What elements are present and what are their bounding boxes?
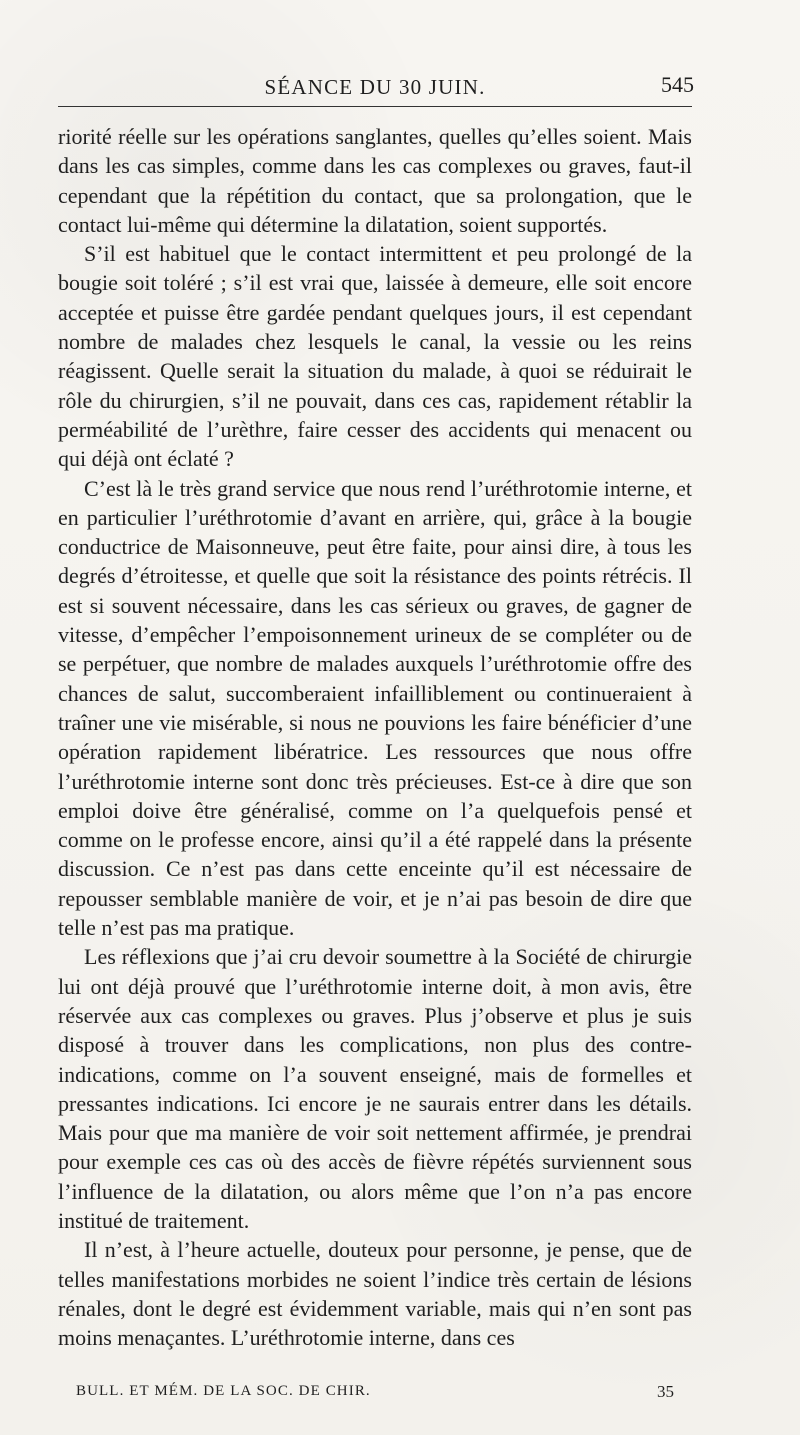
- paragraph-1: riorité réelle sur les opérations sanglantes, quelles qu’elles soient. Mais dans les cas simples, comme dans les cas complexes ou graves, faut-il cependant que la répétition du contact, que sa prolongation, que le contact lui-même qui détermine la dilatation, soient supportés.: [58, 124, 692, 237]
- running-head: SÉANCE DU 30 JUIN.: [264, 75, 486, 99]
- body-text: [58, 122, 692, 1352]
- header-rule: [58, 106, 692, 107]
- paragraph-5: Il n’est, à l’heure actuelle, douteux pour personne, je pense, que de telles manifestations morbides ne soient l’indice très certain de lésions rénales, dont le degré est évidemment variable, mais qui n’en sont pas moins menaçantes. L’uréthrotomie interne, dans ces: [58, 1237, 692, 1351]
- page-number: 545: [661, 72, 694, 97]
- paragraph-3: C’est là le très grand service que nous rend l’uréthrotomie interne, et en particulier l’uréthrotomie d’avant en arrière, qui, grâce à la bougie conductrice de Maisonneuve, peut être faite, pour ainsi dire, à tous les degrés d’étroitesse, et quelle que soit la résistance des points rétrécis. Il est si souvent nécessaire, dans les cas sérieux ou graves, de gagner de vitesse, d’empêcher l’empoisonnement urineux de se compléter ou de se perpétuer, que nombre de malades auxquels l’uréthrotomie offre des chances de salut, succomberaient infailliblement ou continueraient à traîner une vie misérable, si nous ne pouvions les faire bénéficier d’une opération rapidement libératrice. Les ressources que nous offre l’uréthrotomie interne sont donc très précieuses. Est-ce à dire que son emploi doive être généralisé, comme on l’a quelquefois pensé et comme on le professe encore, ainsi qu’il a été rappelé dans la présente discussion. Ce n’est pas dans cette enceinte qu’il est nécessaire de repousser semblable manière de voir, et je n’ai pas besoin de dire que telle n’est pas ma pratique.: [58, 475, 692, 941]
- page-header: [58, 68, 692, 102]
- paragraph-4: Les réflexions que j’ai cru devoir soumettre à la Société de chirurgie lui ont déjà prouvé que l’uréthrotomie interne doit, à mon avis, être réservée aux cas complexes ou graves. Plus j’observe et plus je suis disposé à trouver dans les complications, non plus des contre-indications, comme on l’a souvent enseigné, mais de formelles et pressantes indications. Ici encore je ne saurais entrer dans les détails. Mais pour que ma manière de voir soit nettement affirmée, je prendrai pour exemple ces cas où des accès de fièvre répétés surviennent sous l’influence de la dilatation, ou alors même que l’on n’a pas encore institué de traitement.: [58, 944, 692, 1233]
- signature-mark: 35: [657, 1382, 674, 1401]
- footer-source: BULL. ET MÉM. DE LA SOC. DE CHIR.: [76, 1383, 371, 1399]
- page-footer: [58, 1383, 692, 1405]
- paragraph-2: S’il est habituel que le contact intermittent et peu prolongé de la bougie soit toléré ; s’il est vrai que, laissée à demeure, elle soit encore acceptée et puisse être gardée pendant quelques jours, il est cependant nombre de malades chez lesquels le canal, la vessie ou les reins réagissent. Quelle serait la situation du malade, à quoi se réduirait le rôle du chirurgien, s’il ne pouvait, dans ces cas, rapidement rétablir la perméabilité de l’urèthre, faire cesser des accidents qui menacent ou qui déjà ont éclaté ?: [58, 241, 692, 472]
